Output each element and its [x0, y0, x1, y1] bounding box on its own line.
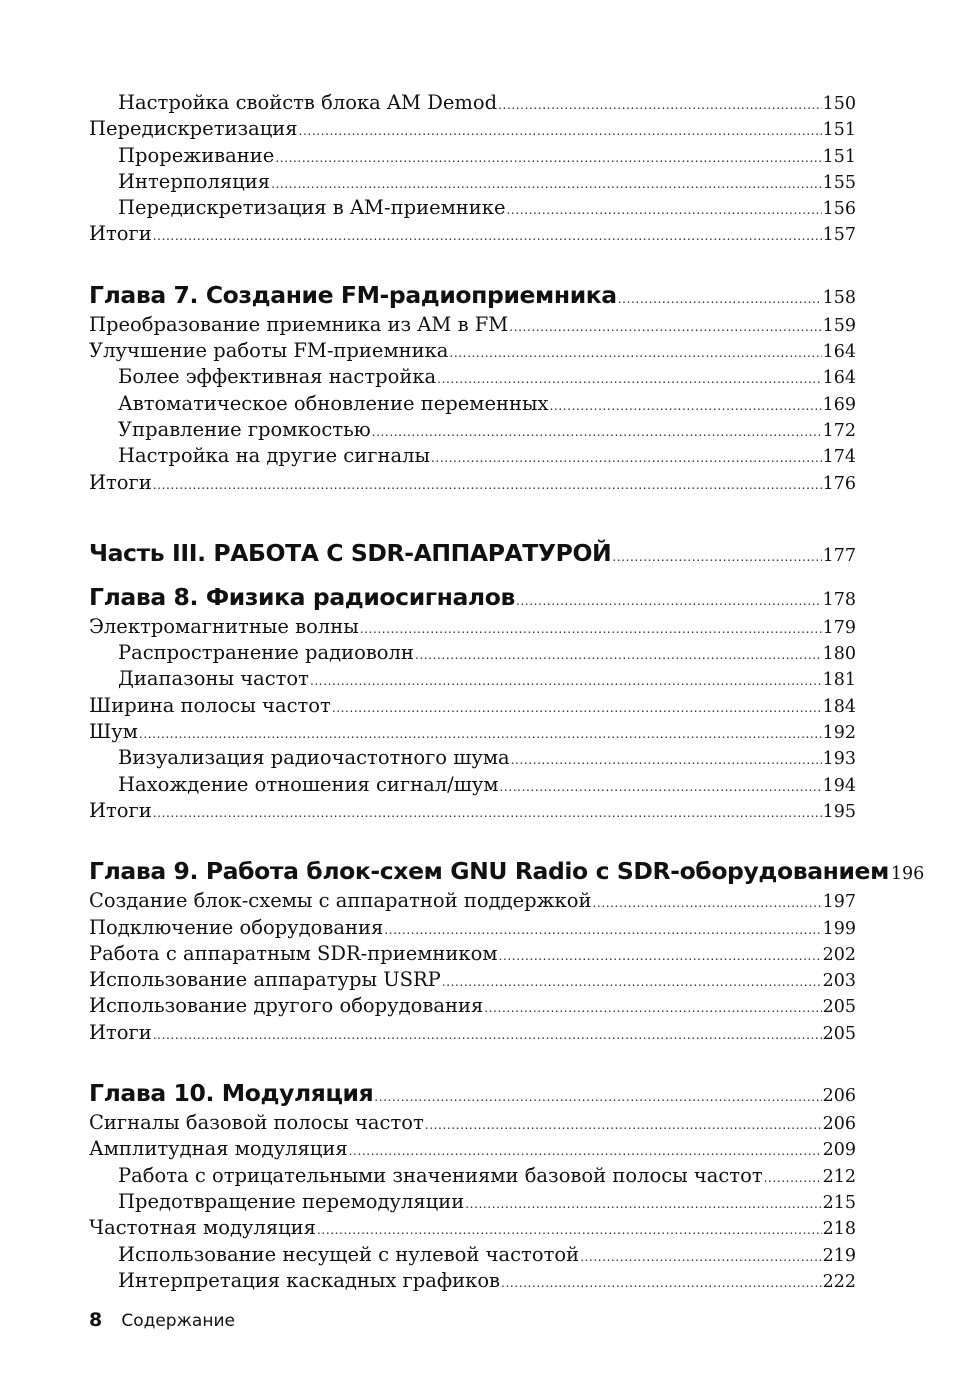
toc-entry-page: 164 — [822, 342, 856, 363]
toc-entry-title: Использование аппаратуры USRP — [89, 968, 441, 992]
toc-entry-page: 156 — [822, 199, 856, 220]
dot-leader — [511, 747, 822, 773]
toc-entry[interactable] — [89, 719, 856, 745]
toc-entry[interactable] — [89, 1215, 856, 1241]
dot-leader — [580, 1244, 821, 1270]
dot-leader — [139, 721, 822, 747]
toc-entry-page: 150 — [822, 94, 856, 114]
toc-entry-title: Использование другого оборудования — [89, 994, 484, 1018]
toc-entry-title: Глава 10. Модуляция — [89, 1079, 374, 1108]
toc-entry[interactable] — [89, 1189, 856, 1215]
toc-entry-page: 222 — [822, 1271, 856, 1292]
toc-entry-page: 209 — [822, 1140, 856, 1161]
toc-entry-page: 181 — [822, 670, 856, 691]
toc-entry[interactable] — [89, 772, 856, 798]
toc-entry-title: Итоги — [89, 470, 152, 494]
toc-entry-page: 193 — [822, 749, 856, 770]
dot-leader — [271, 171, 822, 197]
dot-leader — [374, 1080, 821, 1114]
toc-entry-title: Глава 7. Создание FM-радиоприемника — [89, 280, 617, 309]
toc-entry[interactable] — [89, 90, 856, 116]
toc-entry-title: Более эффективная настройка — [118, 365, 437, 389]
toc-entry-title: Распространение радиоволн — [118, 641, 414, 665]
toc-entry-title: Шум — [89, 720, 138, 744]
toc-entry-page: 205 — [822, 997, 856, 1018]
toc-entry-page: 174 — [822, 447, 856, 468]
toc-entry-page: 155 — [822, 172, 856, 193]
dot-leader — [349, 1138, 822, 1164]
toc-entry-title: Амплитудная модуляция — [89, 1137, 348, 1161]
dot-leader — [442, 969, 822, 995]
toc-entry-title: Создание блок-схемы с аппаратной поддержкой — [89, 889, 592, 913]
toc-entry[interactable] — [89, 941, 856, 967]
toc-entry-page: 206 — [822, 1086, 856, 1107]
toc-entry-title: Визуализация радиочастотного шума — [118, 746, 510, 770]
toc-entry-page: 179 — [822, 617, 856, 638]
toc-entry-page: 151 — [822, 146, 856, 167]
toc-entry-title: Автоматическое обновление переменных — [118, 391, 549, 415]
dot-leader — [360, 616, 822, 642]
toc-entry[interactable] — [89, 640, 856, 666]
toc-entry[interactable] — [89, 693, 856, 719]
toc-entry-title: Нахождение отношения сигнал/шум — [118, 772, 499, 796]
dot-leader — [431, 445, 822, 471]
toc-chapter-heading[interactable] — [89, 854, 925, 888]
dot-leader — [332, 695, 822, 721]
dot-leader — [153, 800, 822, 826]
dot-leader — [500, 774, 822, 800]
toc-entry-page: 197 — [822, 892, 856, 913]
toc-entry-title: Ширина полосы частот — [89, 693, 331, 717]
dot-leader — [484, 995, 821, 1021]
toc-entry-title: Преобразование приемника из AM в FM — [89, 312, 509, 336]
toc-entry-title: Электромагнитные волны — [89, 614, 359, 638]
toc-entry-title: Передискретизация — [89, 117, 298, 141]
dot-leader — [764, 1165, 822, 1191]
toc-entry[interactable] — [89, 967, 856, 993]
toc-entry-title: Предотвращение перемодуляции — [118, 1189, 465, 1213]
toc-entry[interactable] — [89, 1110, 856, 1136]
toc-entry-page: 195 — [822, 801, 856, 822]
toc-entry-page: 157 — [822, 225, 856, 246]
toc-entry[interactable] — [89, 798, 856, 824]
toc-entry-title: Настройка свойств блока AM Demod — [118, 91, 498, 114]
toc-entry-title: Подключение оборудования — [89, 915, 384, 939]
dot-leader — [415, 642, 822, 668]
toc-entry[interactable] — [89, 116, 856, 142]
toc-entry-title: Сигналы базовой полосы частот — [89, 1111, 424, 1135]
dot-leader — [372, 419, 822, 445]
toc-entry[interactable] — [89, 1163, 856, 1189]
toc-entry-page: 199 — [822, 918, 856, 939]
toc-chapter-heading[interactable] — [89, 580, 856, 614]
toc-entry-page: 178 — [822, 589, 856, 610]
toc-entry[interactable] — [89, 745, 856, 771]
running-header: Содержание — [121, 1311, 235, 1331]
toc-entry-page: 172 — [822, 420, 856, 441]
toc-entry-page: 177 — [822, 545, 856, 566]
toc-entry-page: 206 — [822, 1114, 856, 1135]
dot-leader — [498, 92, 821, 118]
toc-entry-title: Настройка на другие сигналы — [118, 444, 430, 468]
dot-leader — [384, 917, 821, 943]
toc-entry[interactable] — [89, 195, 856, 221]
toc-entry-title: Прореживание — [118, 143, 275, 167]
toc-part-heading[interactable] — [89, 536, 856, 570]
toc-entry-title: Использование несущей с нулевой частотой — [118, 1242, 580, 1266]
toc-entry[interactable] — [89, 364, 856, 390]
page-number: 8 — [89, 1309, 103, 1331]
dot-leader — [550, 393, 822, 419]
toc-entry-title: Итоги — [89, 798, 152, 822]
dot-leader — [310, 668, 822, 694]
toc-entry-page: 164 — [822, 368, 856, 389]
dot-leader — [465, 1191, 821, 1217]
toc-entry-page: 194 — [822, 775, 856, 796]
toc-entry[interactable] — [89, 666, 856, 692]
toc-entry-page: 192 — [822, 723, 856, 744]
dot-leader — [449, 340, 821, 366]
toc-entry-page: 202 — [822, 944, 856, 965]
toc-entry[interactable] — [89, 1268, 856, 1294]
toc-entry[interactable] — [89, 1242, 856, 1268]
toc-entry-title: Работа с аппаратным SDR-приемником — [89, 941, 498, 965]
dot-leader — [501, 1270, 822, 1296]
toc-entry-page: 205 — [822, 1023, 856, 1044]
toc-entry-title: Передискретизация в AM-приемнике — [118, 196, 506, 220]
toc-entry[interactable] — [89, 338, 856, 364]
toc-chapter-heading[interactable] — [89, 1076, 856, 1110]
toc-entry-title: Часть III. РАБОТА С SDR-АППАРАТУРОЙ — [89, 538, 612, 567]
toc-entry-page: 184 — [822, 696, 856, 717]
toc-entry[interactable] — [89, 470, 856, 496]
dot-leader — [153, 1022, 822, 1048]
toc-entry[interactable] — [89, 391, 856, 417]
toc-entry[interactable] — [89, 312, 856, 338]
dot-leader — [592, 890, 821, 916]
toc-entry-page: 159 — [822, 315, 856, 336]
toc-entry-page: 219 — [822, 1245, 856, 1266]
toc-entry[interactable] — [89, 221, 856, 247]
toc-entry[interactable] — [89, 1136, 856, 1162]
dot-leader — [425, 1112, 822, 1138]
page-footer — [89, 1309, 235, 1331]
toc-entry-title: Глава 9. Работа блок-схем GNU Radio с SDR-оборудованием — [89, 857, 889, 886]
table-of-contents — [89, 90, 925, 1294]
dot-leader — [507, 197, 822, 223]
toc-entry[interactable] — [89, 1020, 856, 1046]
toc-entry-page: 180 — [822, 644, 856, 665]
dot-leader — [317, 1217, 822, 1243]
toc-entry-title: Глава 8. Физика радиосигналов — [89, 582, 515, 611]
toc-entry-title: Итоги — [89, 1020, 152, 1044]
toc-entry[interactable] — [89, 443, 856, 469]
dot-leader — [275, 145, 821, 171]
toc-entry-title: Интерпретация каскадных графиков — [118, 1268, 501, 1292]
toc-entry[interactable] — [89, 993, 856, 1019]
toc-entry-title: Итоги — [89, 222, 152, 246]
toc-entry-page: 196 — [890, 864, 925, 885]
toc-entry-page: 176 — [822, 473, 856, 494]
dot-leader — [153, 472, 822, 498]
toc-entry[interactable] — [89, 888, 856, 914]
dot-leader — [299, 118, 822, 144]
toc-entry-page: 151 — [822, 120, 856, 141]
toc-entry[interactable] — [89, 169, 856, 195]
toc-entry[interactable] — [89, 143, 856, 169]
dot-leader — [509, 314, 821, 340]
dot-leader — [618, 282, 822, 316]
dot-leader — [437, 366, 821, 392]
toc-entry-page: 218 — [822, 1219, 856, 1240]
toc-entry-page: 215 — [822, 1192, 856, 1213]
toc-entry-title: Частотная модуляция — [89, 1216, 316, 1240]
toc-entry-title: Управление громкостью — [118, 417, 371, 441]
toc-entry-page: 212 — [822, 1166, 856, 1187]
toc-entry-page: 169 — [822, 394, 856, 415]
toc-entry[interactable] — [89, 417, 856, 443]
dot-leader — [612, 540, 821, 574]
toc-entry-title: Диапазоны частот — [118, 667, 309, 691]
toc-entry[interactable] — [89, 614, 856, 640]
dot-leader — [499, 943, 822, 969]
toc-entry-page: 203 — [822, 971, 856, 992]
toc-entry[interactable] — [89, 915, 856, 941]
toc-entry-title: Интерполяция — [118, 169, 271, 193]
toc-entry-title: Работа с отрицательными значениями базовой полосы частот — [118, 1163, 763, 1187]
dot-leader — [516, 584, 822, 618]
dot-leader — [153, 223, 822, 249]
toc-entry-page: 158 — [822, 287, 856, 308]
toc-entry-title: Улучшение работы FM-приемника — [89, 339, 449, 363]
toc-chapter-heading[interactable] — [89, 278, 856, 312]
